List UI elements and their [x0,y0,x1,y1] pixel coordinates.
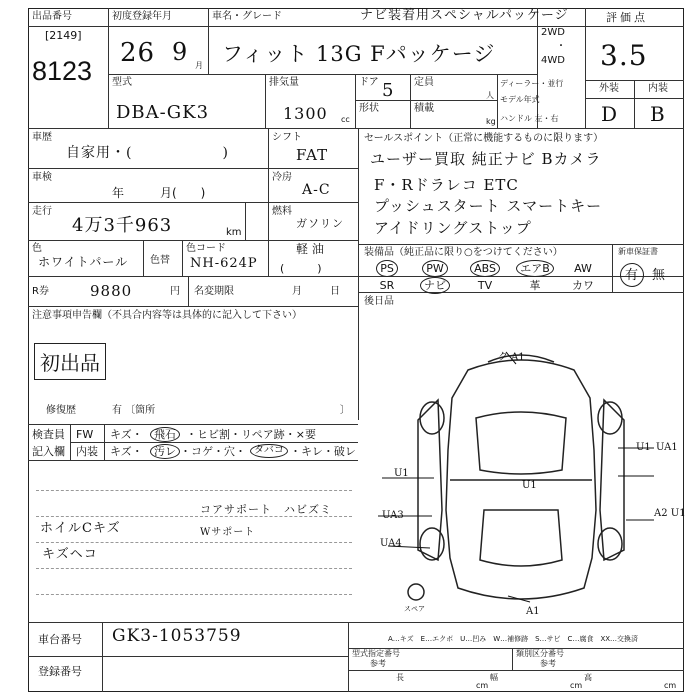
history-label: 車歴 [32,132,52,143]
divider [208,8,209,74]
class-no-label: 類別区分番号 [516,649,564,658]
color-label: 色 [32,243,42,254]
inspector-row2-b: ・コゲ・穴・ [180,445,246,458]
divider [265,74,266,128]
recycle-unit: 円 [170,286,180,297]
diagram-label-left-u1: U1 [394,468,409,479]
damage-legend: A…キズ E…エクボ U…凹み W…補修跡 S…サビ C…腐食 XX…交換済 [388,635,639,643]
drive-2wd: 2WD [541,27,565,38]
length-unit: cm [476,681,489,690]
capacity-unit: 人 [486,91,494,100]
inspector-int: 内装 [76,445,98,458]
divider [355,100,497,101]
note-line [36,594,352,595]
capacity-label: 定員 [414,77,434,88]
expiry-day: 日 [330,286,340,297]
repair-value: 有 〔箇所 [112,405,156,416]
note-line [36,568,352,569]
divider [585,8,586,128]
equip-leather: 革 [529,279,541,292]
doors-label: ドア [359,77,379,88]
note-line [36,490,352,491]
equip-abs: ABS [462,263,508,274]
warranty-label: 新車保証書 [618,247,658,256]
length-label: 長 [396,673,404,682]
divider [358,244,684,245]
equip-kawa: カワ [572,279,594,292]
reg-no-label: 登録番号 [38,665,82,678]
mileage-label: 走行 [32,206,52,217]
rating-int: B [650,102,666,126]
divider [70,442,358,443]
car-name-note: ナビ装着用スペシャルパッケージ [360,8,569,23]
divider [108,8,109,128]
dealer-line2: モデル年式 [500,95,540,104]
note-1: コアサポート ハビズミ [200,503,332,516]
divider [28,168,358,169]
divider [28,622,684,623]
recycle-value: 9880 [90,282,133,300]
repair-close: 〕 [340,405,350,416]
height-unit: cm [664,681,677,690]
note-line [36,542,352,543]
inspector-label-1: 検査員 [32,428,65,441]
expiry-label: 名変期限 [194,286,234,297]
note-3: Wサポート [200,527,256,538]
class-no-ref: 参考 [540,659,556,668]
diagram-label-rear-u1: U1 [636,442,651,453]
color-change-label: 色替 [150,255,170,266]
car-name-value: フィット 13G Fパッケージ [222,42,496,66]
fuel-diesel: 軽 油 [296,242,324,256]
displacement-value: 1300 [283,104,328,123]
inspector-stone: 飛石 [150,427,180,442]
equip-tv: TV [477,279,493,292]
sales-label: セールスポイント（正常に機能するものに限ります） [364,133,604,144]
equip-ps: PS [364,263,410,274]
first-reg-year: 26 [120,38,156,68]
note-4: キズヘコ [42,547,98,562]
inspector-label-2: 記入欄 [32,445,65,458]
mileage-unit: km [226,227,242,238]
history-value: 自家用・( ) [66,145,229,161]
note-line [36,516,352,517]
color-value: ホワイトパール [38,255,129,269]
expiry-month: 月 [292,286,302,297]
warranty-circle [620,263,644,287]
rating-int-label: 内装 [648,83,668,94]
lot-number: 8123 [32,56,93,86]
equip-sr: SR [379,279,395,292]
sales-line-3: プッシュスタート スマートキー [374,197,603,215]
divider [634,80,635,128]
equip-pw: PW [412,263,458,274]
load-label: 積載 [414,103,434,114]
lot-label: 出品番号 [32,11,72,22]
divider [182,240,183,276]
fuel-other: ( ) [280,262,322,275]
model-cert-ref: 参考 [370,659,386,668]
diagram-label-bottom-a1: A1 [526,606,540,617]
chassis-value: GK3-1053759 [112,626,242,646]
sales-line-1: ユーザー買取 純正ナビ Bカメラ [370,150,602,168]
inspection-label: 車検 [32,172,52,183]
diagram-label-spare: スペア [404,605,425,613]
divider [28,306,358,307]
divider [188,276,189,306]
color-code-value: NH-624P [190,256,258,271]
load-unit: kg [486,117,496,126]
divider [497,74,498,128]
width-label: 幅 [490,673,498,682]
sales-line-2: F・Rドラレコ ETC [374,176,519,194]
divider [512,648,513,670]
displacement-label: 排気量 [269,77,299,88]
divider [348,670,684,671]
model-cert-label: 型式指定番号 [352,649,400,658]
chassis-label: 車台番号 [38,633,82,646]
inspector-row1-b: ・ヒビ割・リペア跡・×要 [186,428,316,441]
divider [537,8,538,128]
rating-ext: D [601,102,619,126]
divider [28,128,684,129]
equipment-label: 装備品（純正品に限り○をつけてください） [364,247,563,258]
rating-score: 3.5 [600,39,648,72]
inspector-tobacco: タバコ [250,444,288,458]
divider [612,244,613,292]
divider [28,240,358,241]
divider [28,276,358,277]
divider [28,424,358,425]
car-name-label: 車名・グレード [212,11,282,22]
first-reg-label: 初度登録年月 [112,11,172,22]
ac-value: A-C [302,182,331,198]
doors-value: 5 [382,80,395,101]
divider [245,202,246,240]
drive-4wd: 4WD [541,55,565,66]
dealer-line3: ハンドル 左・右 [500,114,559,123]
recycle-label: R券 [32,286,49,297]
dealer-line1: ディーラー・並行 [500,79,564,88]
shift-label: シフト [272,132,302,143]
divider [108,74,537,75]
diagram-label-front: ク A1 [498,352,525,363]
fuel-gas: ガソリン [296,217,344,230]
divider [104,424,105,460]
divider [28,656,348,657]
warranty-no: 無 [652,268,666,283]
divider [28,460,358,461]
divider [358,292,684,293]
mileage-value: 4万3千963 [72,215,173,236]
divider [70,424,71,460]
diagram-label-rear-ua1: UA1 [656,442,678,453]
note-2: ホイルCキズ [40,521,121,536]
inspection-value: 年 月( ) [112,186,206,200]
first-reg-month: 9 [172,38,189,66]
fuel-label: 燃料 [272,206,292,217]
inspector-stain: 汚レ [150,444,180,459]
first-listing-stamp: 初出品 [34,343,106,380]
height-label: 高 [584,673,592,682]
diagram-label-roof-u1: U1 [522,480,537,491]
caution-label: 注意事項申告欄（不具合内容等は具体的に記入して下さい） [32,310,302,321]
repair-label: 修復歴 [46,405,76,416]
sales-line-4: アイドリングストップ [374,219,532,237]
displacement-unit: cc [341,115,350,124]
divider [348,622,349,692]
rating-ext-label: 外装 [599,83,619,94]
shape-label: 形状 [359,103,379,114]
divider [28,202,358,203]
first-reg-month-unit: 月 [195,61,203,70]
equip-navi: ナビ [412,280,458,291]
color-code-label: 色コード [186,243,226,254]
inspector-row2-a: キズ・ [110,445,143,458]
rating-label: 評価点 [606,11,648,24]
diagram-label-a2-u1: A2 U1 [654,508,686,519]
equip-airbag: エアB [512,263,558,274]
divider [355,74,356,128]
divider [102,622,103,692]
inspector-row1-a: キズ・ [110,428,143,441]
ac-label: 冷房 [272,172,292,183]
diagram-label-ua4: UA4 [380,538,402,549]
warranty-yes: 有 [625,268,639,283]
drive-dot: ・ [556,41,566,52]
width-unit: cm [570,681,583,690]
inspector-row2-c: ・キレ・破レ [290,445,356,458]
diagram-label-ua3: UA3 [382,510,404,521]
equip-aw: AW [574,262,592,275]
divider [410,74,411,128]
divider [143,240,144,276]
inspector-fw: FW [76,428,94,441]
model-label: 型式 [112,77,132,88]
model-value: DBA-GK3 [116,102,210,123]
shift-value: FAT [296,146,329,164]
lot-code: [2149] [45,29,82,42]
post-doc-label: 後日品 [364,296,394,307]
